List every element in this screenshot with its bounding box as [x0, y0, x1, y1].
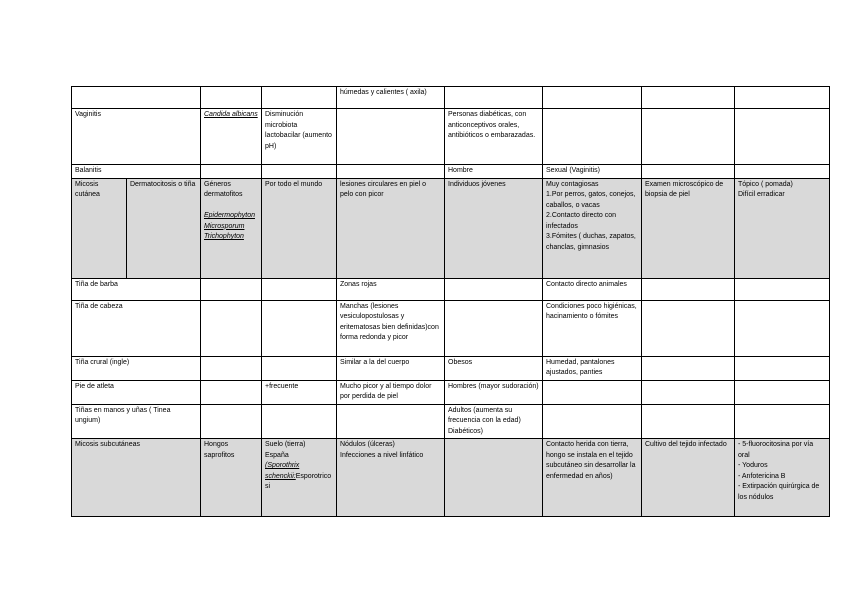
cell: Pie de atleta	[72, 380, 201, 404]
table-row	[72, 439, 830, 517]
cell-line: Microsporum	[204, 222, 245, 230]
cell-line: Infecciones a nivel linfático	[340, 451, 424, 459]
cell-line: Muy contagiosas	[546, 180, 599, 188]
table-row	[72, 109, 830, 165]
cell: +frecuente	[262, 380, 337, 404]
cell: húmedas y calientes ( axila)	[337, 87, 445, 109]
cell-line: Difícil erradicar	[738, 191, 785, 198]
cell-line: Géneros dermatofitos	[204, 180, 243, 198]
cell: Cultivo del tejido infectado	[642, 439, 735, 517]
cell: Contacto herida con tierra, hongo se instala en el tejido subcutáneo sin desarrollar la enfermedad en años)	[543, 439, 642, 517]
cell: Similar a la del cuerpo	[337, 356, 445, 380]
cell: Individuos jóvenes	[445, 178, 543, 278]
cell: Vaginitis	[72, 109, 201, 165]
cell: Manchas (lesiones vesiculopostulosas y eritematosas bien definidas)con forma redonda y picor	[337, 300, 445, 356]
cell: Personas diabéticas, con anticonceptivos orales, antibióticos o embarazadas.	[445, 109, 543, 165]
table-row	[72, 356, 830, 380]
cell: Balanitis	[72, 165, 201, 179]
table-row	[72, 178, 830, 278]
cell-line: Esporotricosi	[265, 472, 332, 490]
cell-line: 1.Por perros, gatos, conejos, caballos, o vacas	[546, 191, 636, 209]
cell: Examen microscópico de biopsia de piel	[642, 178, 735, 278]
cell: Micosis subcutáneas	[72, 439, 201, 517]
cell-line: Nódulos (úlceras)	[340, 441, 395, 448]
cell-line: Tópico ( pomada)	[738, 180, 793, 188]
table-row	[72, 278, 830, 300]
medical-table	[71, 86, 830, 517]
cell: Tiña de barba	[72, 278, 201, 300]
cell: Hombre	[445, 165, 543, 179]
cell: Mucho picor y al tiempo dolor por perdida de piel	[337, 380, 445, 404]
cell: Tiña de cabeza	[72, 300, 201, 356]
table-row	[72, 87, 830, 109]
cell: Contacto directo animales	[543, 278, 642, 300]
table-row	[72, 300, 830, 356]
cell: Zonas rojas	[337, 278, 445, 300]
cell: Tiña crural (ingle)	[72, 356, 201, 380]
cell	[543, 178, 642, 278]
cell: Condiciones poco higiénicas, hacinamiento o fómites	[543, 300, 642, 356]
cell-line: - Anfotericina B	[738, 472, 786, 480]
cell: Obesos	[445, 356, 543, 380]
cell-line: - Yoduros	[738, 462, 768, 469]
table-row	[72, 165, 830, 179]
cell-line: Epidermophyton	[204, 212, 255, 219]
cell: Candida albicans	[201, 109, 262, 165]
cell-line: 2.Contacto directo con infectados	[546, 212, 617, 230]
spacer	[204, 201, 258, 212]
cell-line: 3.Fómites ( duchas, zapatos, chanclas, gimnasios	[546, 233, 636, 251]
cell	[735, 178, 830, 278]
cell	[735, 439, 830, 517]
cell-line: Trichophyton	[204, 233, 244, 240]
cell: Adultos (aumenta su frecuencia con la edad) Diabéticos)	[445, 404, 543, 439]
cell: Hombres (mayor sudoración)	[445, 380, 543, 404]
cell-line: (Sporothrix schenckii:	[265, 462, 300, 480]
cell	[262, 439, 337, 517]
cell: lesiones circulares en piel o pelo con picor	[337, 178, 445, 278]
cell: Por todo el mundo	[262, 178, 337, 278]
cell-line: Suelo (tierra)	[265, 441, 306, 448]
cell-line: - Extirpación quirúrgica de los nódulos	[738, 483, 820, 501]
cell: Dermatocitosis o tiña	[127, 178, 201, 278]
cell	[201, 178, 262, 278]
cell: Micosis cutánea	[72, 178, 127, 278]
cell-line: - 5-fluorocitosina por vía oral	[738, 441, 814, 459]
cell-line: España	[265, 451, 289, 459]
table-row	[72, 380, 830, 404]
cell: Sexual (Vaginitis)	[543, 165, 642, 179]
cell: Hongos saprofitos	[201, 439, 262, 517]
table-row	[72, 404, 830, 439]
cell: Humedad, pantalones ajustados, panties	[543, 356, 642, 380]
cell	[337, 439, 445, 517]
cell: Tiñas en manos y uñas ( Tinea ungium)	[72, 404, 201, 439]
cell: Disminución microbiota lactobacilar (aumento pH)	[262, 109, 337, 165]
